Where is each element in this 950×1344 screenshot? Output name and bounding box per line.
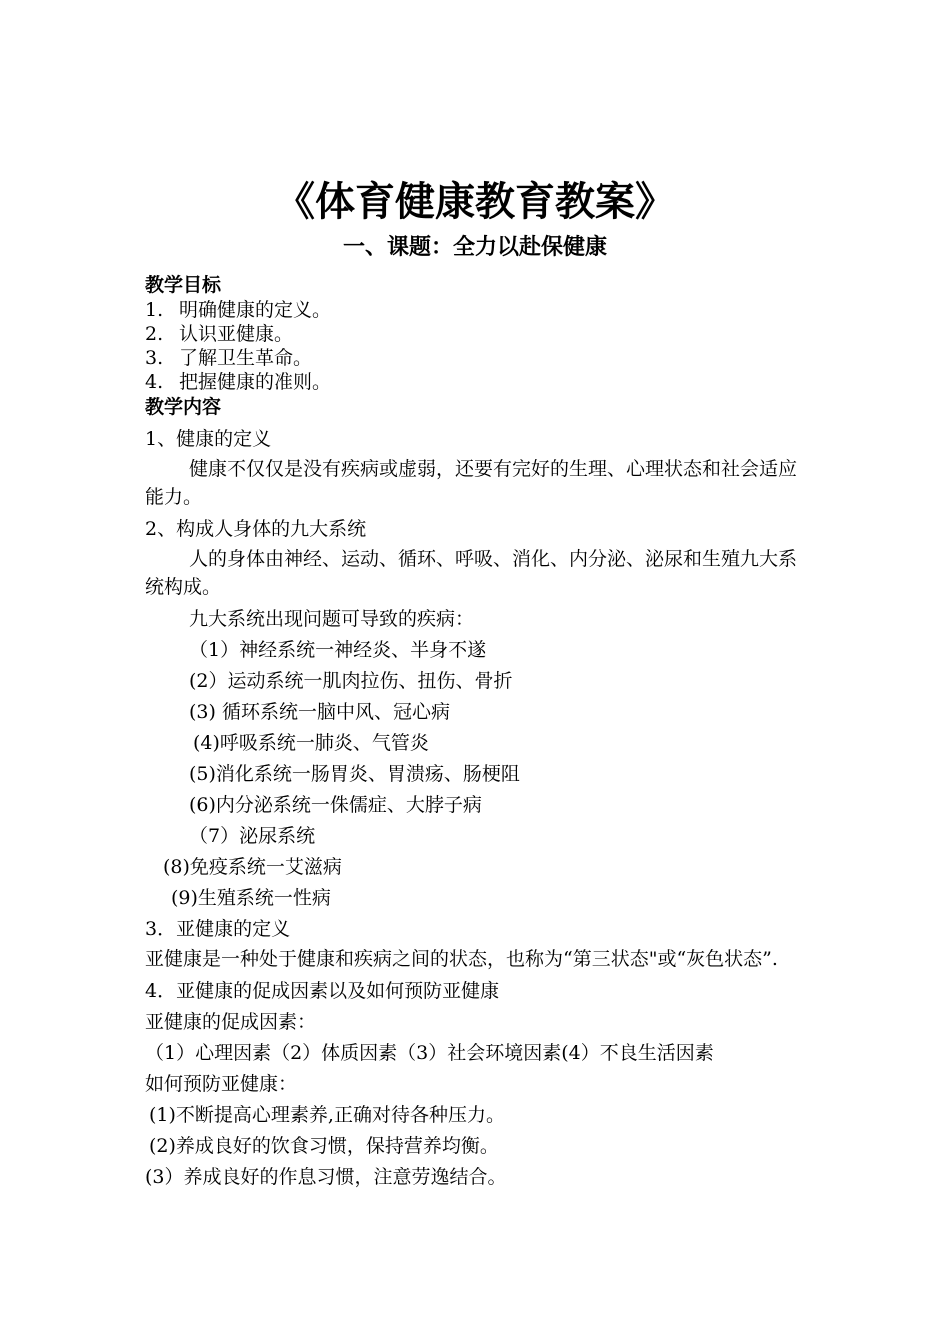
- system-item: (3) 循环系统一脑中风、冠心病: [189, 701, 450, 723]
- factors-list: （1）心理因素（2）体质因素（3）社会环境因素(4）不良生活因素: [145, 1042, 714, 1064]
- system-item: （7）泌尿系统: [189, 825, 316, 847]
- system-item: (4)呼吸系统一肺炎、气管炎: [193, 732, 429, 754]
- document-body: [145, 272, 810, 1193]
- prevent-item: (3）养成良好的作息习惯，注意劳逸结合。: [145, 1166, 507, 1188]
- section-1-paragraph: 健康不仅仅是没有疾病或虚弱，还要有完好的生理、心理状态和社会适应能力。: [145, 458, 798, 508]
- goal-number: 4.: [145, 371, 164, 393]
- lesson-subtitle: 一、课题：全力以赴保健康: [342, 235, 607, 260]
- system-item: （1）神经系统一神经炎、半身不遂: [189, 639, 487, 661]
- goal-number: 2.: [145, 323, 164, 345]
- section-2-paragraph: 人的身体由神经、运动、循环、呼吸、消化、内分泌、泌尿和生殖九大系统构成。: [145, 548, 798, 598]
- prevent-label: 如何预防亚健康：: [145, 1073, 298, 1095]
- factors-label: 亚健康的促成因素：: [145, 1011, 317, 1033]
- goal-text: 把握健康的准则。: [179, 371, 332, 393]
- system-item: (2）运动系统一肌肉拉伤、扭伤、骨折: [189, 670, 513, 692]
- teaching-goals-heading: 教学目标: [145, 274, 222, 296]
- system-item: (8)免疫系统一艾滋病: [163, 856, 342, 878]
- section-2-intro: 九大系统出现问题可导致的疾病：: [189, 608, 475, 630]
- section-3-title: 3．亚健康的定义: [145, 918, 291, 940]
- system-item: (9)生殖系统一性病: [171, 887, 331, 909]
- goal-item: [145, 322, 810, 346]
- system-item: (6)内分泌系统一侏儒症、大脖子病: [189, 794, 482, 816]
- prevent-item: (2)养成良好的饮食习惯，保持营养均衡。: [149, 1135, 499, 1157]
- section-4-title: 4．亚健康的促成因素以及如何预防亚健康: [145, 980, 500, 1002]
- goal-text: 认识亚健康。: [179, 323, 294, 345]
- goal-item: [145, 346, 810, 370]
- document-title: 《体育健康教育教案》: [275, 179, 675, 225]
- section-3-paragraph: 亚健康是一种处于健康和疾病之间的状态，也称为“第三状态"或“灰色状态”.: [145, 948, 778, 970]
- goal-text: 了解卫生革命。: [179, 347, 313, 369]
- goal-item: [145, 370, 810, 394]
- teaching-content-heading: 教学内容: [145, 396, 222, 418]
- goal-text: 明确健康的定义。: [179, 299, 332, 321]
- system-item: (5)消化系统一肠胃炎、胃溃疡、肠梗阻: [189, 763, 520, 785]
- prevent-item: (1)不断提高心理素养,正确对待各种压力。: [149, 1104, 505, 1126]
- goal-number: 3.: [145, 347, 164, 369]
- section-2-title: 2、构成人身体的九大系统: [145, 518, 367, 540]
- goal-number: 1.: [145, 299, 164, 321]
- goal-item: [145, 298, 810, 322]
- section-1-title: 1、健康的定义: [145, 428, 272, 450]
